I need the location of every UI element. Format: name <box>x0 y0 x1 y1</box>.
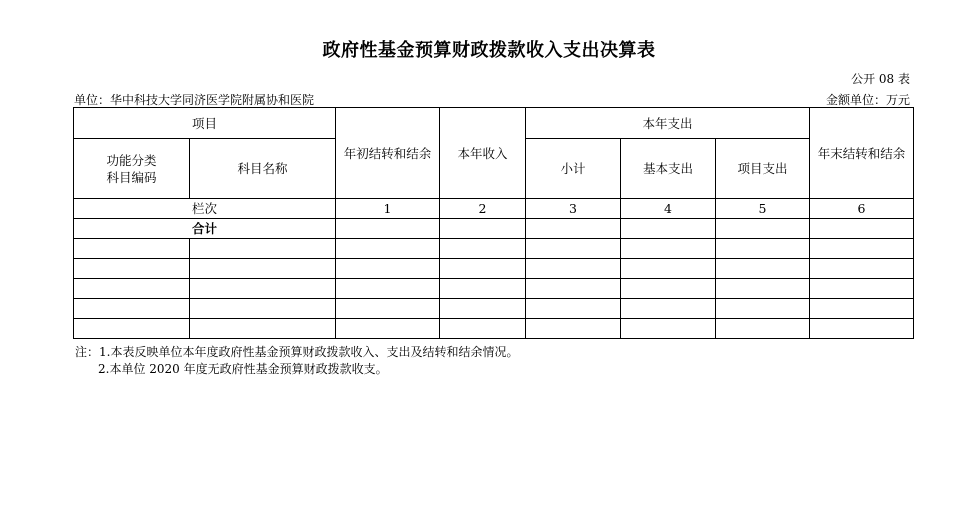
table-cell <box>526 319 621 339</box>
table-cell <box>716 219 810 239</box>
table-row <box>74 259 914 279</box>
table-cell <box>190 319 336 339</box>
table-cell <box>621 319 716 339</box>
notes <box>75 344 518 378</box>
header-basic-expenditure: 基本支出 <box>621 139 716 199</box>
table-cell <box>336 319 440 339</box>
table-cell <box>810 319 914 339</box>
header-function-code-line1: 功能分类 <box>106 152 157 168</box>
table-cell <box>621 279 716 299</box>
table-cell <box>526 259 621 279</box>
header-beginning-balance: 年初结转和结余 <box>336 108 440 199</box>
table-cell <box>190 279 336 299</box>
table-cell <box>810 279 914 299</box>
table-row <box>74 299 914 319</box>
table-cell <box>336 299 440 319</box>
header-function-code-line2: 科目编码 <box>106 169 157 185</box>
document-title: 政府性基金预算财政拨款收入支出决算表 <box>322 40 656 61</box>
table-cell <box>810 239 914 259</box>
table-cell <box>526 239 621 259</box>
header-current-expenditure: 本年支出 <box>526 108 810 139</box>
table-cell <box>526 299 621 319</box>
total-row <box>74 219 914 239</box>
unit-label: 单位：华中科技大学同济医学院附属协和医院 <box>74 93 315 107</box>
table-cell <box>440 239 526 259</box>
table-cell <box>336 259 440 279</box>
budget-table <box>73 107 914 339</box>
header-project-expenditure: 项目支出 <box>716 139 810 199</box>
header-function-code <box>74 139 190 199</box>
table-cell <box>74 239 190 259</box>
table-cell <box>810 299 914 319</box>
table-cell <box>440 219 526 239</box>
table-cell <box>336 279 440 299</box>
header-current-income: 本年收入 <box>440 108 526 199</box>
table-cell <box>440 299 526 319</box>
table-cell <box>440 279 526 299</box>
header-project: 项目 <box>74 108 336 139</box>
total-row-label: 合计 <box>74 219 336 239</box>
table-cell <box>190 299 336 319</box>
table-cell <box>716 259 810 279</box>
table-row <box>74 279 914 299</box>
table-cell <box>336 219 440 239</box>
table-cell <box>74 299 190 319</box>
index-number: 5 <box>716 199 810 219</box>
table-cell <box>810 259 914 279</box>
table-cell <box>336 239 440 259</box>
index-number: 3 <box>526 199 621 219</box>
table-cell <box>190 239 336 259</box>
header-subtotal: 小计 <box>526 139 621 199</box>
note-line-2: 2.本单位 2020 年度无政府性基金预算财政拨款收支。 <box>98 362 388 376</box>
table-cell <box>621 239 716 259</box>
table-cell <box>74 319 190 339</box>
table-cell <box>526 219 621 239</box>
index-row <box>74 199 914 219</box>
table-cell <box>440 259 526 279</box>
table-row <box>74 239 914 259</box>
report-code: 公开 08 表 <box>851 72 910 86</box>
table-cell <box>190 259 336 279</box>
table-cell <box>716 319 810 339</box>
table-cell <box>716 239 810 259</box>
table-cell <box>621 259 716 279</box>
header-subject-name: 科目名称 <box>190 139 336 199</box>
table-cell <box>716 279 810 299</box>
index-number: 1 <box>336 199 440 219</box>
table-cell <box>621 299 716 319</box>
note-line-1: 注：1.本表反映单位本年度政府性基金预算财政拨款收入、支出及结转和结余情况。 <box>75 345 519 359</box>
amount-unit: 金额单位：万元 <box>825 93 910 107</box>
index-number: 4 <box>621 199 716 219</box>
table-cell <box>716 299 810 319</box>
header-ending-balance: 年末结转和结余 <box>810 108 914 199</box>
table-row <box>74 319 914 339</box>
index-number: 2 <box>440 199 526 219</box>
table-cell <box>810 219 914 239</box>
table-cell <box>74 279 190 299</box>
table-cell <box>440 319 526 339</box>
table-cell <box>621 219 716 239</box>
index-number: 6 <box>810 199 914 219</box>
index-row-label: 栏次 <box>74 199 336 219</box>
table-cell <box>74 259 190 279</box>
table-cell <box>526 279 621 299</box>
